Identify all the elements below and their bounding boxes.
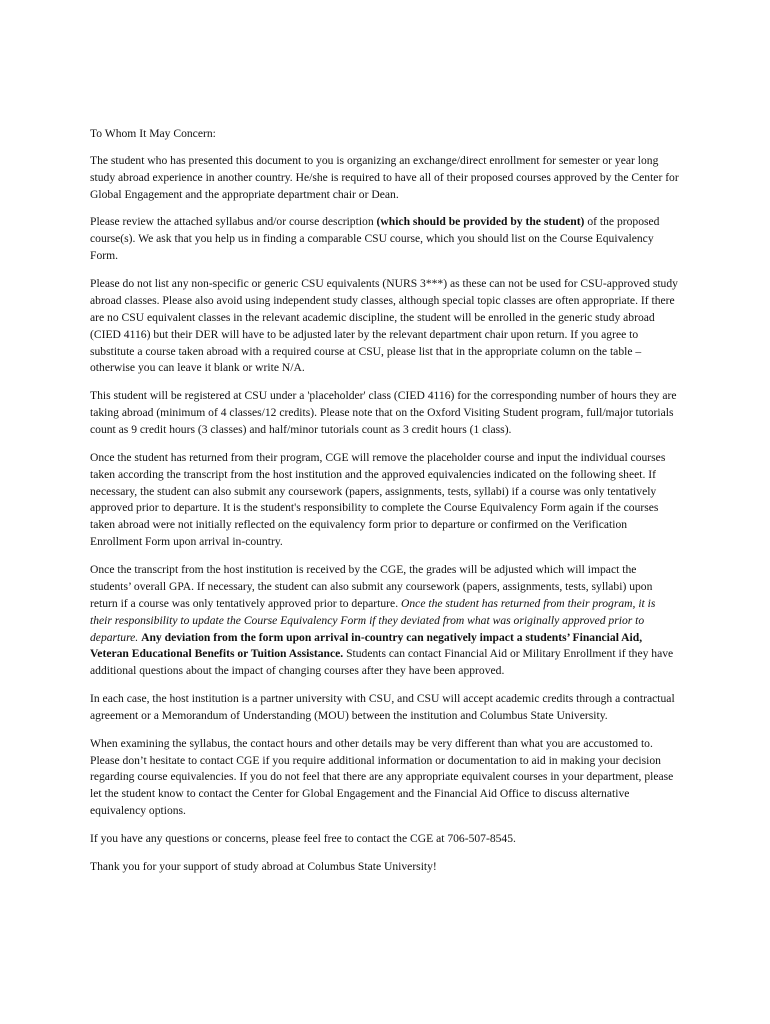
review-text-end: of the proposed course(s). We ask that you help us in finding a comparable CSU course, which you should list on the Course Equivalency Form. — [90, 215, 660, 263]
paragraph-syllabus: When examining the syllabus, the contact hours and other details may be very different than what you are accustomed to. Please don’t hesitate to contact CGE if you require additional information or documentation to aid in making your decision regarding course equivalencies. If you do not feel that there are any appropriate equivalent courses in your department, please let the student know to contact the Center for Global Engagement and the Financial Aid Office to discuss alternative equivalency options. — [90, 736, 674, 818]
paragraph-return: Once the student has returned from their program, CGE will remove the placeholder course and input the individual courses taken according the transcript from the host institution and the approved equivalencies indicated on the following sheet. If necessary, the student can also submit any coursework (papers, assignments, tests, syllabi) if a course was only tentatively approved prior to departure. It is the student's responsibility to complete the Course Equivalency Form again if the courses taken abroad were not initially reflected on the equivalency form prior to departure or confirmed on the Verification Enrollment Form upon arrival in-country. — [90, 450, 666, 549]
paragraph-review — [90, 214, 680, 265]
paragraph-transcript — [90, 562, 680, 680]
paragraph-intro: The student who has presented this document to you is organizing an exchange/direct enrollment for semester or year long study abroad experience in another country. He/she is required to have all of their proposed courses approved by the Center for Global Engagement and the appropriate department chair or Dean. — [90, 153, 679, 201]
paragraph-placeholder-class: This student will be registered at CSU under a 'placeholder' class (CIED 4116) for the corresponding number of hours they are taking abroad (minimum of 4 classes/12 credits). Please note that on the Oxford Visiting Student program, full/major tutorials count as 9 credit hours (3 classes) and half/minor tutorials count as 3 credit hours (1 class). — [90, 389, 677, 436]
transcript-text-end: Students can contact Financial Aid or Military Enrollment if they have additional questions about the impact of changing courses after they have been approved. — [90, 647, 674, 678]
transcript-italic: Once the student has returned from their program, it is their responsibility to update the Course Equivalency Form if they deviated from what was originally approved prior to departure. — [90, 596, 656, 644]
transcript-text: Once the transcript from the host institution is received by the CGE, the grades will be adjusted which will impact the students’ overall GPA. If necessary, the student can also submit any coursework (papers, assignments, tests, syllabi) upon return if a course was only tentatively approved prior to departure. — [90, 562, 653, 610]
paragraph-partner: In each case, the host institution is a partner university with CSU, and CSU will accept academic credits through a contractual agreement or a Memorandum of Understanding (MOU) between the institution and Columbus State University. — [90, 692, 675, 722]
review-emphasis: (which should be provided by the student) — [376, 215, 585, 229]
paragraph-thanks: Thank you for your support of study abroad at Columbus State University! — [90, 859, 437, 873]
paragraph-equivalents: Please do not list any non-specific or generic CSU equivalents (NURS 3***) as these can not be used for CSU-approved study abroad classes. Please also avoid using independent study classes, although special topic classes are often appropriate. If there are no CSU equivalent classes in the relevant academic discipline, the student will be enrolled in the generic study abroad (CIED 4116) but their DER will have to be adjusted later by the relevant department chair upon return. If you agree to substitute a course taken abroad with a required course at CSU, please list that in the appropriate column on the table – otherwise you can leave it blank or write N/A. — [90, 276, 678, 375]
salutation: To Whom It May Concern: — [90, 127, 216, 140]
review-text: Please review the attached syllabus and/or course description — [90, 215, 377, 229]
letter-body — [90, 126, 680, 886]
paragraph-contact: If you have any questions or concerns, please feel free to contact the CGE at 706-507-8545. — [90, 832, 516, 845]
transcript-warning: Any deviation from the form upon arrival in-country can negatively impact a students’ Financial Aid, Veteran Educational Benefits or Tuition Assistance. — [90, 630, 643, 661]
